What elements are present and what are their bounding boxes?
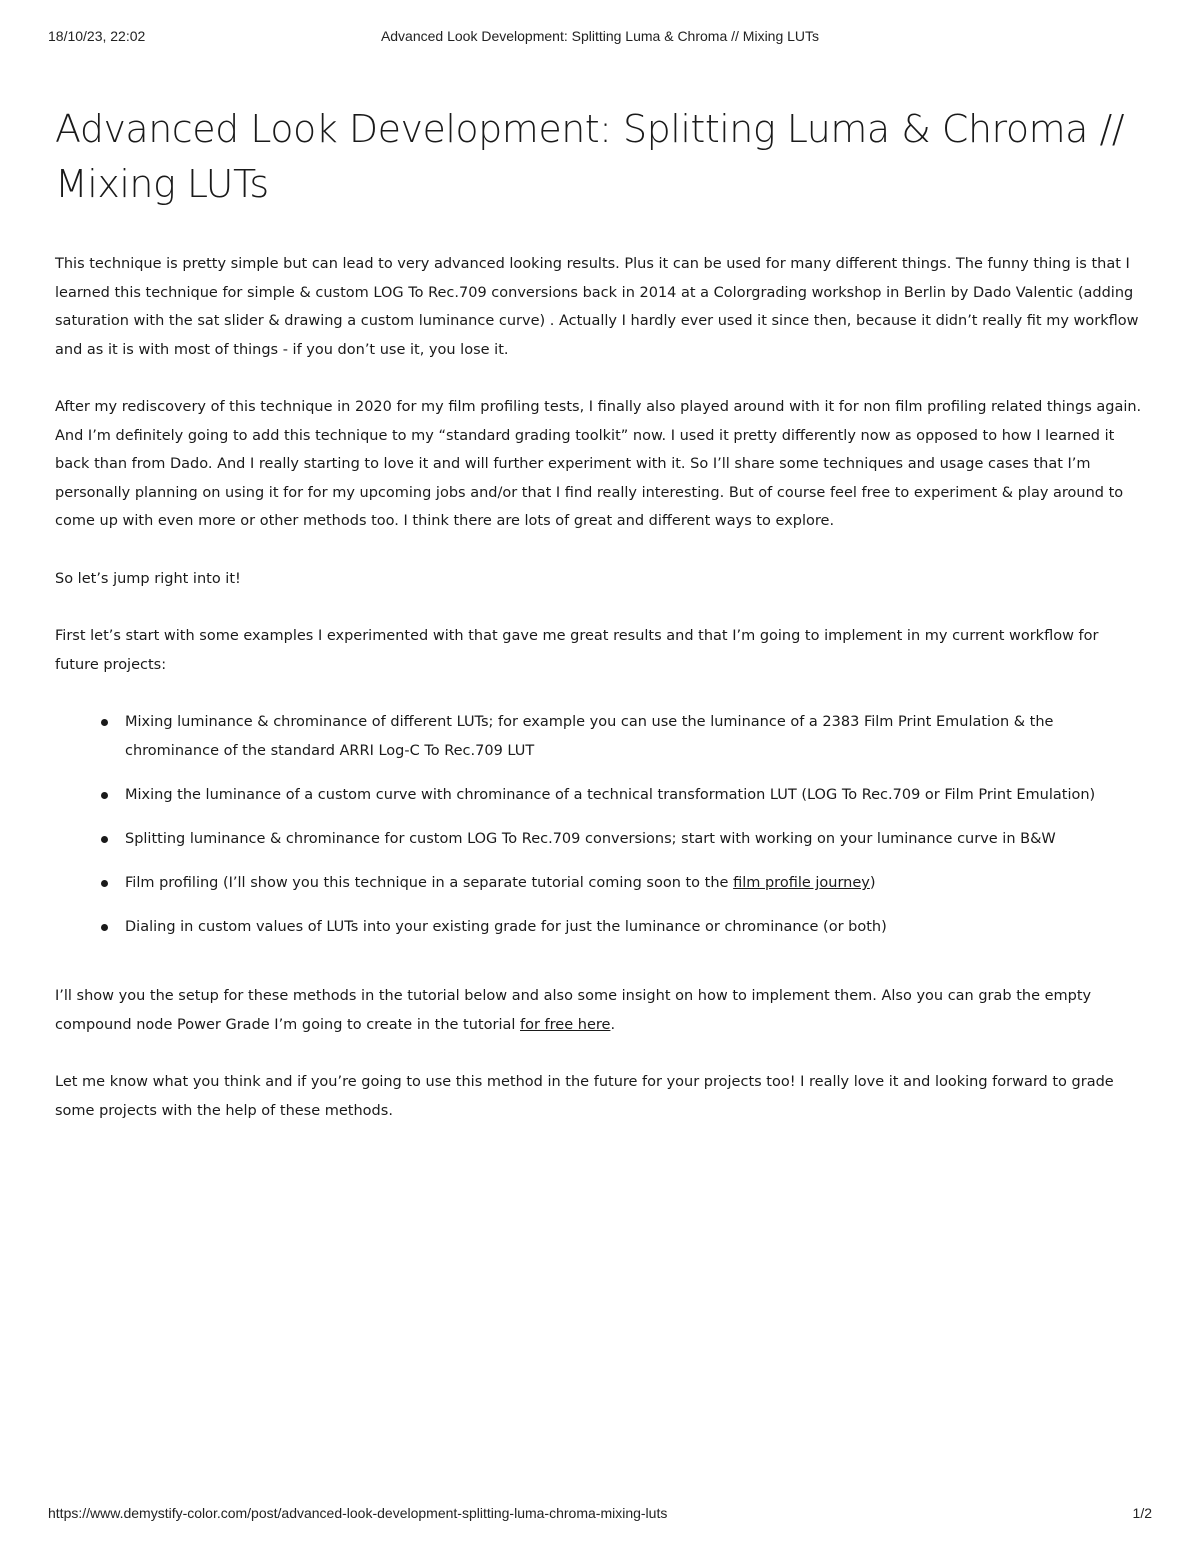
list-item	[125, 913, 1145, 942]
bullet-icon	[101, 719, 108, 726]
print-date: 18/10/23, 22:02	[48, 28, 146, 44]
page-number: 1/2	[1132, 1505, 1152, 1521]
jump-in-paragraph: So let’s jump right into it!	[55, 570, 241, 587]
rediscovery-paragraph: After my rediscovery of this technique in 2020 for my film profiling tests, I finally also played around with it for non film profiling related things again. And I’m definitely going to add this technique to my “standard grading toolkit” now. I used it pretty differently now as opposed to how I learned it back than from Dado. And I really starting to love it and will further experiment with it. So I’ll share some techniques and usage cases that I’m personally planning on using it for for my upcoming jobs and/or that I find really interesting. But of course feel free to experiment & play around to come up with even more or other methods too. I think there are lots of great and different ways to explore.	[55, 399, 1142, 529]
examples-intro-paragraph: First let’s start with some examples I experimented with that gave me great results and that I’m going to implement in my current workflow for future projects:	[55, 628, 1099, 673]
intro-paragraph: This technique is pretty simple but can lead to very advanced looking results. Plus it can be used for many different things. The funny thing is that I learned this technique for simple & custom LOG To Rec.709 conversions back in 2014 at a Colorgrading workshop in Berlin by Dado Valentic (adding saturation with the sat slider & drawing a custom luminance curve) . Actually I hardly ever used it since then, because it didn’t really fit my workflow and as it is with most of things - if you don’t use it, you lose it.	[55, 256, 1139, 358]
print-page-title: Advanced Look Development: Splitting Luma & Chroma // Mixing LUTs	[380, 28, 820, 44]
print-url: https://www.demystify-color.com/post/advanced-look-development-splitting-luma-chroma-mixing-luts	[48, 1505, 668, 1521]
closing-paragraph: Let me know what you think and if you’re going to use this method in the future for your projects too! I really love it and looking forward to grade some projects with the help of these methods.	[55, 1074, 1114, 1119]
print-header	[48, 28, 1152, 48]
list-item-text: Dialing in custom values of LUTs into your existing grade for just the luminance or chrominance (or both)	[125, 919, 887, 935]
list-item-text: Film profiling (I’ll show you this technique in a separate tutorial coming soon to the	[125, 875, 734, 891]
bullet-icon	[101, 924, 108, 931]
setup-paragraph	[55, 982, 1145, 1039]
list-item	[125, 869, 1145, 898]
bullet-icon	[101, 792, 108, 799]
bullet-icon	[101, 836, 108, 843]
setup-text-end: .	[610, 1016, 616, 1033]
list-item	[125, 708, 1145, 766]
bullet-icon	[101, 880, 108, 887]
list-item	[125, 825, 1145, 854]
article	[55, 102, 1145, 1154]
article-title: Advanced Look Development: Splitting Luma & Chroma // Mixing LUTs	[55, 107, 1125, 206]
examples-list	[55, 708, 1145, 942]
list-item-text: Mixing the luminance of a custom curve with chrominance of a technical transformation LUT (LOG To Rec.709 or Film Print Emulation)	[125, 787, 1096, 803]
setup-text: I’ll show you the setup for these methods in the tutorial below and also some insight on how to implement them. Also you can grab the empty compound node Power Grade I’m going to create in the tutorial	[55, 988, 1092, 1033]
list-item-text-end: )	[869, 875, 876, 891]
print-footer	[48, 1505, 1152, 1525]
list-item	[125, 781, 1145, 810]
list-item-text: Splitting luminance & chrominance for custom LOG To Rec.709 conversions; start with working on your luminance curve in B&W	[125, 831, 1056, 847]
film-profile-journey-link[interactable]: film profile journey	[733, 875, 870, 891]
list-item-text: Mixing luminance & chrominance of different LUTs; for example you can use the luminance of a 2383 Film Print Emulation & the chrominance of the standard ARRI Log-C To Rec.709 LUT	[125, 714, 1054, 759]
free-power-grade-link[interactable]: for free here	[520, 1016, 611, 1033]
